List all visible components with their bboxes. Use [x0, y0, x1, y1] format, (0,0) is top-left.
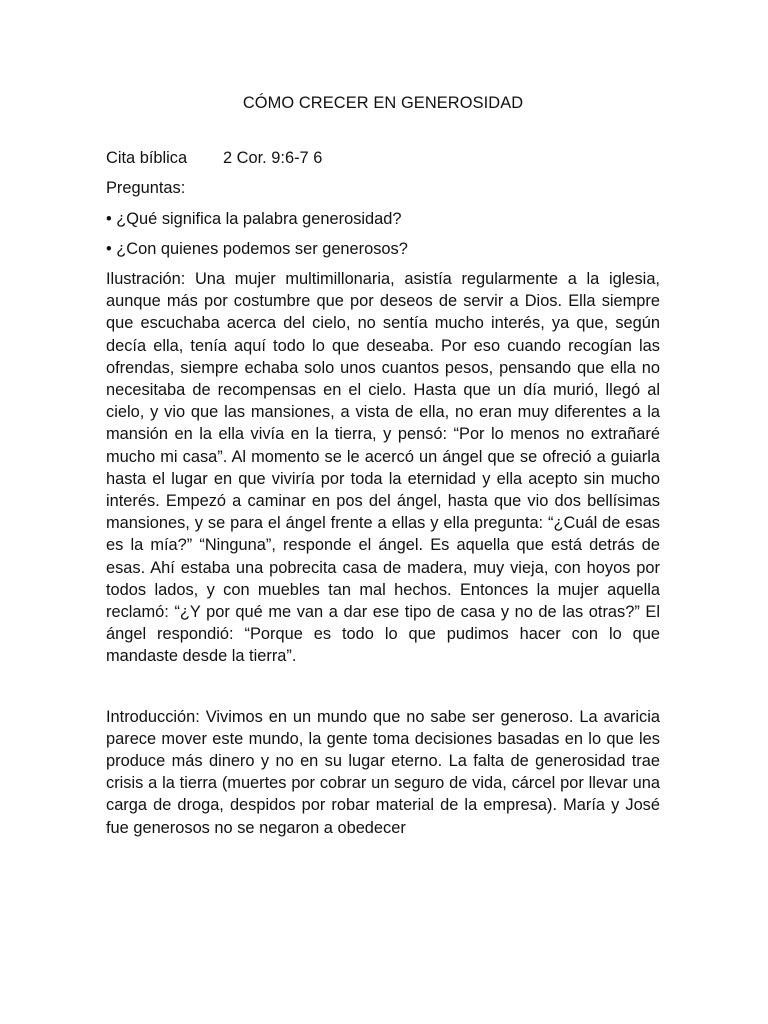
- question-item: • ¿Con quienes podemos ser generosos?: [106, 239, 408, 258]
- document-body: [106, 92, 660, 847]
- illustration-paragraph: Ilustración: Una mujer multimillonaria, asistía regularmente a la iglesia, aunque más por costumbre que por deseos de servir a Dios. Ella siempre que escuchaba acerca del cielo, no sentía mucho interés, ya que, según decía ella, tenía aquí todo lo que deseaba. Por eso cuando recogían las ofrendas, siempre echaba solo unos cuantos pesos, pensando que ella no necesitaba de recompensas en el cielo. Hasta que un día murió, llegó al cielo, y vio que las mansiones, a vista de ella, no eran muy diferentes a la mansión en la ella vivía en la tierra, y pensó: “Por lo menos no extrañaré mucho mi casa”. Al momento se le acercó un ángel que se ofreció a guiarla hasta el lugar en que viviría por toda la eternidad y ella acepto sin mucho interés. Empezó a caminar en pos del ángel, hasta que vio dos bellísimas mansiones, y se para el ángel frente a ellas y ella pregunta: “¿Cuál de esas es la mía?” “Ninguna”, responde el ángel. Es aquella que está detrás de esas. Ahí estaba una pobrecita casa de madera, muy vieja, con hoyos por todos lados, y con muebles tan mal hechos. Entonces la mujer aquella reclamó: “¿Y por qué me van a dar ese tipo de casa y no de las otras?” El ángel respondió: “Porque es todo lo que pudimos hacer con lo que mandaste desde la tierra”.: [106, 270, 660, 666]
- citation-reference: 2 Cor. 9:6-7 6: [223, 149, 323, 168]
- bible-citation: [106, 147, 660, 169]
- document-title: CÓMO CRECER EN GENEROSIDAD: [242, 94, 524, 112]
- citation-label: Cita bíblica: [106, 149, 188, 168]
- questions-heading: Preguntas:: [106, 179, 186, 198]
- introduction-paragraph: Introducción: Vivimos en un mundo que no sabe ser generoso. La avaricia parece mover este mundo, la gente toma decisiones basadas en lo que les produce más dinero y no en su lugar eterno. La falta de generosidad trae crisis a la tierra (muertes por cobrar un seguro de vida, cárcel por llevar una carga de droga, despidos por robar material de la empresa). María y José fue generosos no se negaron a obedecer: [106, 707, 660, 837]
- question-item: • ¿Qué significa la palabra generosidad?: [106, 209, 402, 228]
